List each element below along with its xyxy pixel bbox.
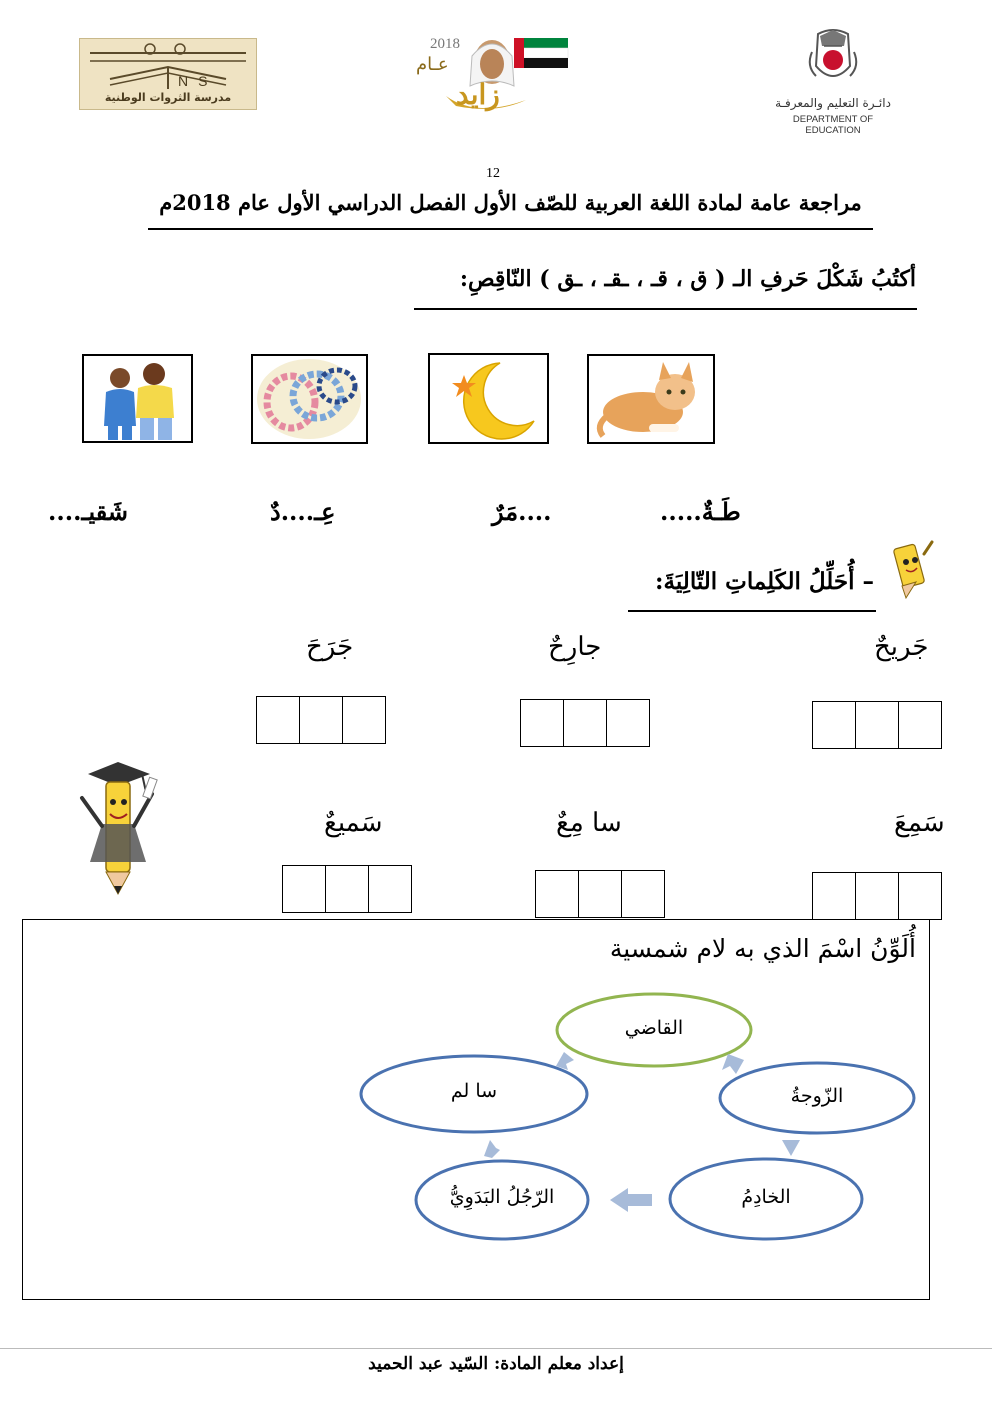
arrow-top-to-right (722, 1054, 744, 1074)
year-logo-year: 2018 (430, 36, 460, 52)
page-number: 12 (486, 166, 500, 181)
arrow-bottom-right-to-bottom-left (610, 1188, 652, 1212)
fill-word-2: عِـ....دٌ (270, 497, 336, 526)
year-logo-name: زايد (456, 78, 500, 111)
oval-left-label: سا لم (450, 1080, 498, 1102)
oval-top-label: القاضي (624, 1017, 684, 1039)
fill-word-1: شَقيـ.... (48, 497, 128, 526)
analyze-word-2: جارِحٌ (548, 632, 602, 662)
fill-word-4: طَـةٌ..... (660, 497, 741, 526)
school-logo-text: مدرسة الثروات الوطنية (104, 91, 232, 104)
oval-right-label: الزّوجةُ (790, 1085, 844, 1107)
department-name-english: DEPARTMENT OF EDUCATION (792, 114, 874, 136)
arrow-right-to-bottom (782, 1140, 800, 1156)
arrow-bottom-left-to-left (484, 1140, 500, 1158)
analyze-word-3: جَرَحَ (306, 632, 354, 662)
school-logo-letters: NS (178, 73, 218, 89)
exercise3-instruction: أُلَوِّنُ اسْمَ الذي به لام شمسية (609, 934, 916, 963)
oval-bottom-right-label: الخادِمُ (741, 1186, 791, 1208)
analyze-word-5: سا مِعٌ (556, 808, 622, 838)
year-logo-word: عـام (416, 54, 449, 75)
department-name-arabic: دائـرة التعليم والمعرفـة (775, 96, 891, 110)
exercise1-instruction: أكتُبُ شَكْلَ حَرفِ الـ ( ق ، قـ ، ـقـ ، ـق ) النّاقِصِ: (459, 266, 916, 292)
footer-divider (0, 1348, 992, 1349)
oval-bottom-left-label: الرّجُلُ البَدَوِيُّ (449, 1186, 555, 1208)
analyze-word-6: سَميعٌ (324, 808, 383, 838)
footer-author: إعداد معلم المادة: السّيد عبد الحميد (368, 1354, 624, 1374)
analyze-word-4: سَمِعَ (894, 808, 945, 838)
analyze-word-1: جَريحٌ (874, 632, 929, 662)
exercise2-instruction: – أُحَلِّلُ الكَلِماتِ التّالِيَةَ: (655, 568, 874, 595)
fill-word-3: ....مَرٌ (492, 497, 552, 526)
page-title: مراجعة عامة لمادة اللغة العربية للصّف الأول الفصل الدراسي الأول عام 2018م (159, 190, 862, 215)
